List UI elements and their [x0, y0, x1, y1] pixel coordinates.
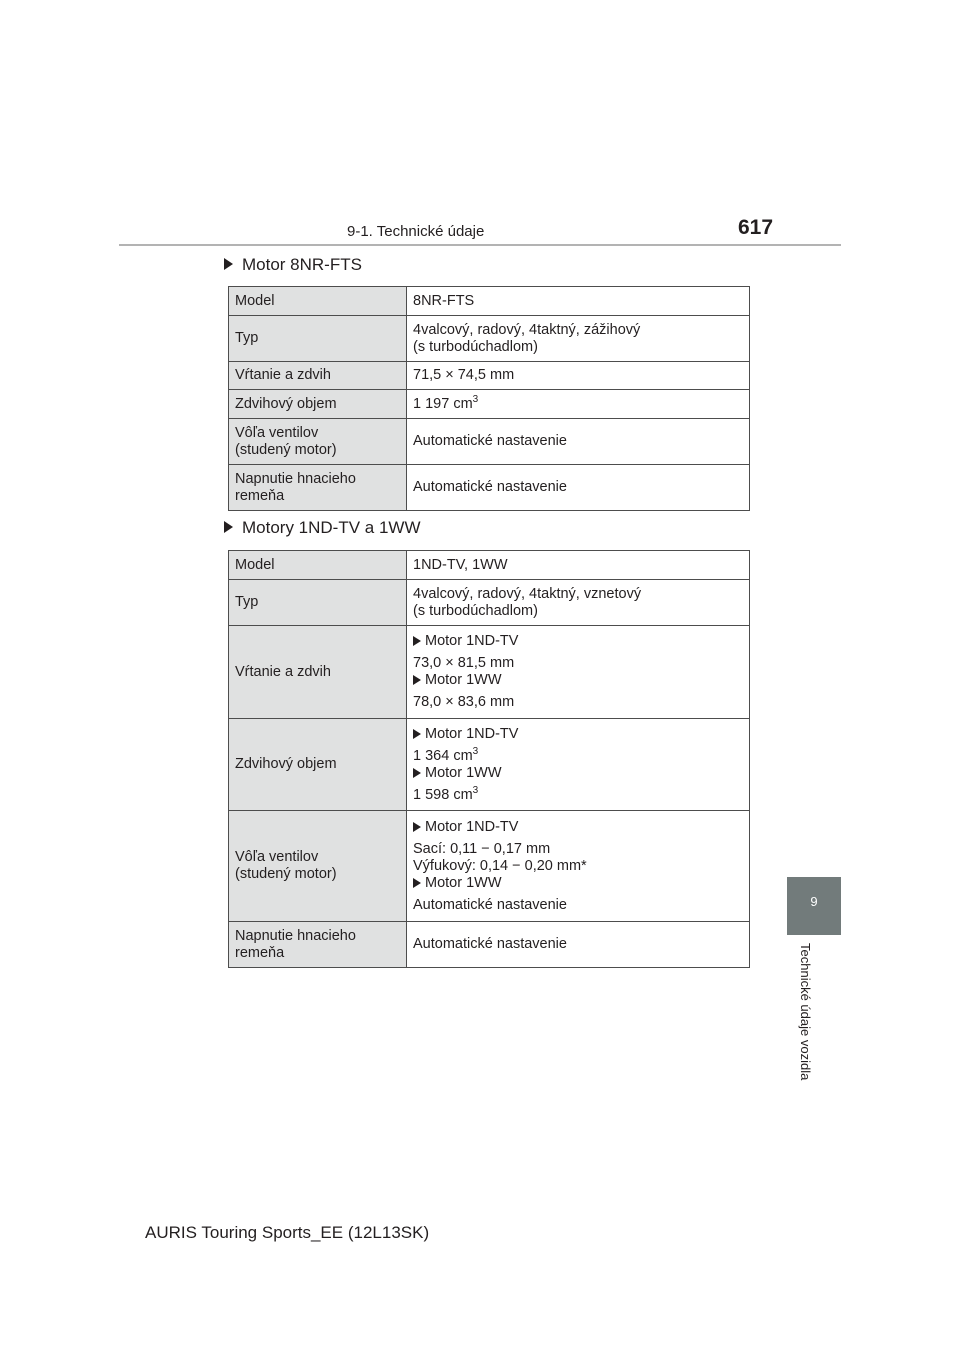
row-label-model: Model: [229, 551, 407, 580]
triangle-bullet-icon: [413, 675, 421, 685]
label-line-1: Napnutie hnacieho: [235, 470, 356, 487]
page-number: 617: [738, 216, 774, 239]
displacement-value: 1 197 cm: [413, 395, 473, 412]
row-label-typ: Typ: [229, 316, 407, 362]
engine-variant-1nd: Motor 1ND-TV: [413, 726, 743, 743]
table-row: [229, 390, 750, 419]
bore-stroke-1ww: 78,0 × 83,6 mm: [413, 694, 515, 710]
superscript: 3: [472, 393, 479, 405]
label-line-1: Napnutie hnacieho: [235, 927, 356, 944]
row-label-valve-clearance: [229, 811, 407, 922]
header-divider: [119, 244, 841, 246]
intake-clearance: Sací: 0,11 − 0,17 mm: [413, 840, 551, 857]
valve-clearance-1ww: Automatické nastavenie: [413, 896, 567, 913]
triangle-bullet-icon: [224, 521, 233, 533]
label-line-2: (studený motor): [235, 441, 337, 458]
label-line-2: remeňa: [235, 487, 285, 504]
chapter-tab[interactable]: [787, 877, 841, 935]
table-row: [229, 626, 750, 719]
row-label-belt-tension: [229, 465, 407, 511]
triangle-bullet-icon: [413, 768, 421, 778]
section-heading-8nr: Motor 8NR-FTS: [242, 255, 362, 274]
superscript: 3: [472, 784, 479, 796]
row-value-displacement: [407, 390, 750, 419]
triangle-bullet-icon: [413, 822, 421, 832]
row-label-belt-tension: [229, 922, 407, 968]
row-label-displacement: Zdvihový objem: [229, 719, 407, 811]
row-label-model: Model: [229, 287, 407, 316]
section-title: 9-1. Technické údaje: [347, 223, 485, 240]
section-heading-1nd: Motory 1ND-TV a 1WW: [242, 518, 421, 537]
engine-variant-1nd: Motor 1ND-TV: [413, 819, 743, 836]
bore-stroke-1nd: 73,0 × 81,5 mm: [413, 655, 515, 671]
label-line-1: Vôľa ventilov: [235, 849, 319, 865]
table-row: [229, 580, 750, 626]
typ-line-2: (s turbodúchadlom): [413, 338, 538, 355]
label-line-2: (studený motor): [235, 866, 337, 882]
typ-line-2: (s turbodúchadlom): [413, 602, 538, 619]
row-value-bore-stroke: 71,5 × 74,5 mm: [407, 362, 750, 390]
chapter-title-vertical: Technické údaje vozidla: [798, 943, 813, 1081]
engine-variant-1ww: Motor 1WW: [413, 875, 743, 892]
table-row: [229, 811, 750, 922]
displacement-1ww: 1 598 $cm^3$: [413, 784, 479, 803]
triangle-bullet-icon: [413, 729, 421, 739]
table-row: [229, 465, 750, 511]
row-label-valve-clearance: [229, 419, 407, 465]
row-value-model: 1ND-TV, 1WW: [407, 551, 750, 580]
table-row: [229, 362, 750, 390]
superscript: 3: [472, 745, 479, 757]
table-row: [229, 551, 750, 580]
triangle-bullet-icon: [413, 878, 421, 888]
row-value-model: 8NR-FTS: [407, 287, 750, 316]
spec-table-8nr: [228, 286, 750, 511]
table-row: [229, 719, 750, 811]
label-line-1: Vôľa ventilov: [235, 424, 319, 441]
row-value-valve-clearance: [407, 811, 750, 922]
spec-table-1nd: [228, 550, 750, 968]
engine-variant-1nd: Motor 1ND-TV: [413, 633, 743, 650]
table-row: [229, 287, 750, 316]
row-value-typ: [407, 580, 750, 626]
row-value-bore-stroke: [407, 626, 750, 719]
row-label-bore-stroke: Vŕtanie a zdvih: [229, 626, 407, 719]
typ-line-1: 4valcový, radový, 4taktný, zážihový: [413, 321, 641, 338]
row-value-valve-clearance: Automatické nastavenie: [407, 419, 750, 465]
row-value-belt-tension: Automatické nastavenie: [407, 465, 750, 511]
engine-variant-1ww: Motor 1WW: [413, 765, 743, 782]
footer-model-code: AURIS Touring Sports_EE (12L13SK): [145, 1223, 430, 1242]
label-line-2: remeňa: [235, 944, 285, 961]
table-row: [229, 419, 750, 465]
typ-line-1: 4valcový, radový, 4taktný, vznetový: [413, 585, 642, 602]
row-label-bore-stroke: Vŕtanie a zdvih: [229, 362, 407, 390]
row-label-typ: Typ: [229, 580, 407, 626]
exhaust-clearance: Výfukový: 0,14 − 0,20 mm*: [413, 857, 587, 874]
triangle-bullet-icon: [224, 258, 233, 270]
chapter-number: 9: [810, 894, 818, 909]
table-row: [229, 316, 750, 362]
row-value-belt-tension: Automatické nastavenie: [407, 922, 750, 968]
triangle-bullet-icon: [413, 636, 421, 646]
row-value-displacement: [407, 719, 750, 811]
engine-variant-1ww: Motor 1WW: [413, 672, 743, 689]
displacement-1nd: 1 364 $cm^3$: [413, 745, 479, 764]
row-label-displacement: Zdvihový objem: [229, 390, 407, 419]
row-value-typ: [407, 316, 750, 362]
table-row: [229, 922, 750, 968]
